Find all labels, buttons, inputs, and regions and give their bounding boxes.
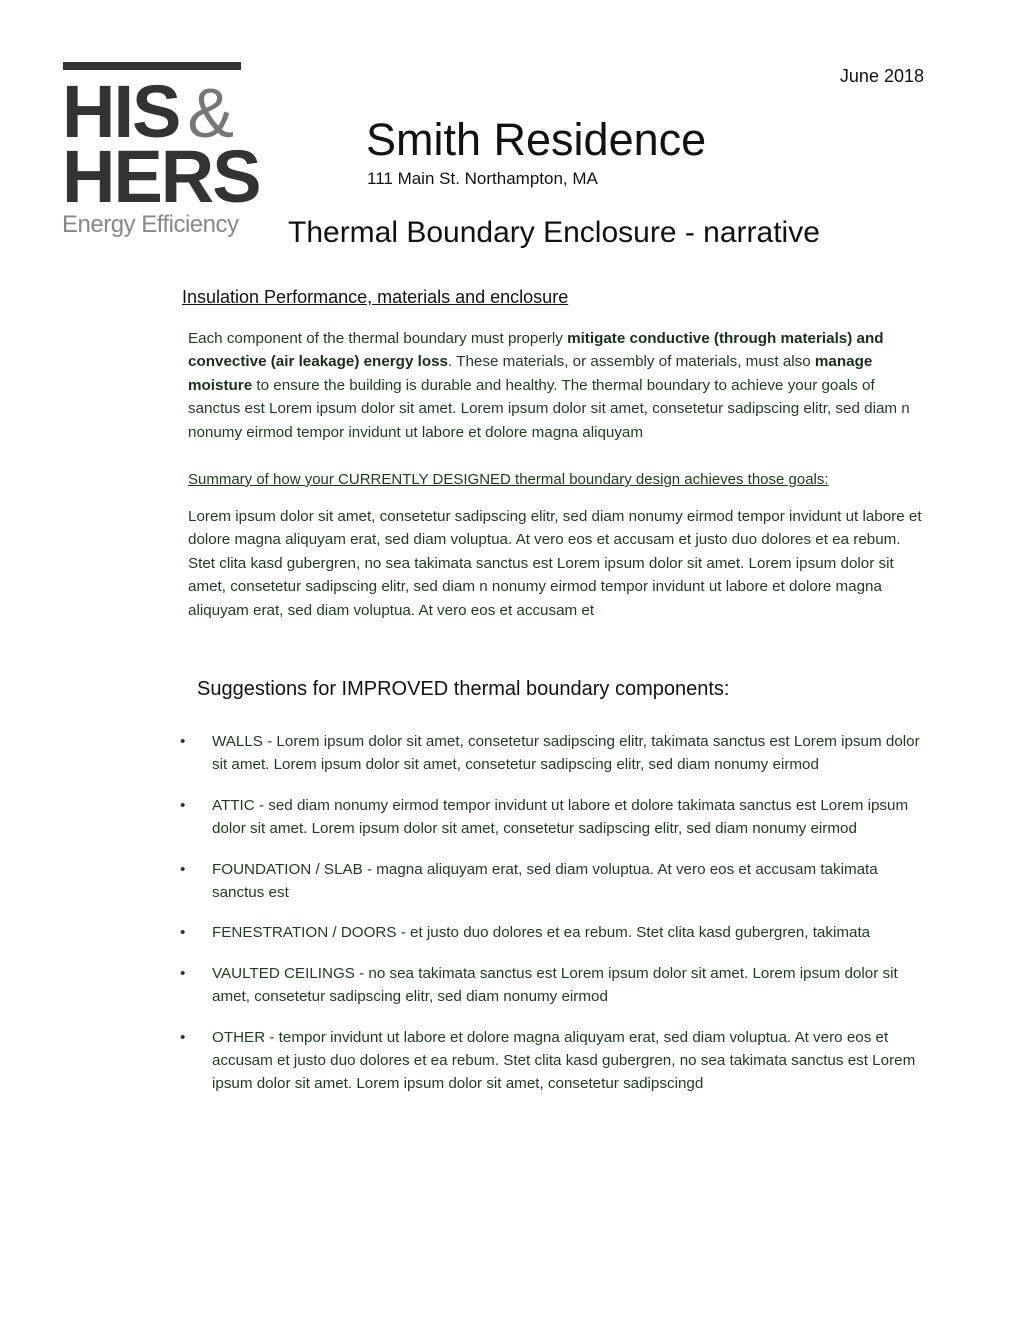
suggestion-text: ATTIC - sed diam nonumy eirmod tempor invidunt ut labore et dolore takimata sanctus est Lorem ipsum dolor sit amet. Lorem ipsum dolor sit amet, consetetur sadipscing elitr, sed diam nonumy eirmod bbox=[212, 796, 909, 838]
company-logo bbox=[62, 62, 260, 239]
suggestion-walls bbox=[180, 730, 920, 777]
suggestion-text: VAULTED CEILINGS - no sea takimata sanctus est Lorem ipsum dolor sit amet. Lorem ipsum dolor sit amet, consetetur sadipscing elitr, sed diam nonumy eirmod bbox=[212, 964, 898, 1006]
logo-ampersand: & bbox=[187, 74, 235, 152]
suggestion-vaulted-ceilings bbox=[180, 962, 920, 1009]
logo-text-his: HIS bbox=[62, 70, 180, 153]
logo-bar bbox=[63, 62, 241, 70]
intro-bold-1: mitigate conductive (through materials) and convective (air leakage) energy loss bbox=[188, 330, 884, 371]
suggestion-fenestration bbox=[180, 921, 920, 944]
bullet-dot-icon: • bbox=[180, 1028, 186, 1046]
suggestion-text: OTHER - tempor invidunt ut labore et dolore magna aliquyam erat, sed diam voluptua. At vero eos et accusam et justo duo dolores et ea rebum. Stet clita kasd gubergren, no sea takimata sanctus est Lorem ipsum dolor sit amet. Lorem ipsum dolor sit amet, consetetur sadipscingd bbox=[212, 1028, 916, 1093]
bullet-dot-icon: • bbox=[180, 796, 186, 814]
suggestion-text: WALLS - Lorem ipsum dolor sit amet, consetetur sadipscing elitr, takimata sanctus est Lorem ipsum dolor sit amet. Lorem ipsum dolor sit amet, consetetur sadipscing elitr, sed diam nonumy eirmod bbox=[212, 733, 920, 774]
bullet-dot-icon: • bbox=[180, 860, 186, 878]
section-heading-insulation: Insulation Performance, materials and enclosure bbox=[182, 287, 569, 307]
suggestions-list bbox=[180, 730, 920, 1096]
property-address: 111 Main St. Northampton, MA bbox=[367, 169, 598, 188]
bullet-dot-icon: • bbox=[180, 924, 186, 942]
page-title: Smith Residence bbox=[366, 114, 707, 165]
suggestion-text: FOUNDATION / SLAB - magna aliquyam erat, sed diam voluptua. At vero eos et accusam takimata sanctus est bbox=[212, 860, 878, 902]
logo-tagline: Energy Efficiency bbox=[62, 211, 239, 238]
suggestion-other bbox=[180, 1026, 920, 1096]
intro-paragraph bbox=[188, 327, 928, 444]
document-subtitle: Thermal Boundary Enclosure - narrative bbox=[288, 216, 820, 249]
intro-text-2: . These materials, or assembly of materials, must also bbox=[448, 353, 815, 371]
summary-paragraph: Lorem ipsum dolor sit amet, consetetur sadipscing elitr, sed diam nonumy eirmod tempor invidunt ut labore et dolore magna aliquyam erat, sed diam voluptua. At vero eos et accusam et justo duo dolores et ea rebum. Stet clita kasd gubergren, no sea takimata sanctus est Lorem ipsum dolor sit amet. Lorem ipsum dolor sit amet, consetetur sadipscing elitr, sed diam n nonumy eirmod tempor invidunt ut labore et dolore magna aliquyam erat, sed diam voluptua. At vero eos et accusam et bbox=[188, 508, 922, 619]
report-date: June 2018 bbox=[839, 66, 924, 86]
suggestion-text: FENESTRATION / DOORS - et justo duo dolores et ea rebum. Stet clita kasd gubergren, takimata bbox=[212, 924, 871, 942]
bullet-dot-icon: • bbox=[180, 964, 186, 982]
summary-heading: Summary of how your CURRENTLY DESIGNED thermal boundary design achieves those goals: bbox=[188, 471, 829, 488]
intro-text-1: Each component of the thermal boundary must properly bbox=[188, 330, 568, 347]
suggestions-heading: Suggestions for IMPROVED thermal boundary components: bbox=[197, 678, 730, 700]
logo-line-hers: HERS bbox=[62, 135, 260, 218]
suggestion-attic bbox=[180, 794, 920, 841]
intro-text-3: to ensure the building is durable and healthy. The thermal boundary to achieve your goals of sanctus est Lorem ipsum dolor sit amet. Lorem ipsum dolor sit amet, consetetur sadipscing elitr, sed diam n nonumy eirmod tempor invidunt ut labore et dolore magna aliquyam bbox=[188, 376, 910, 441]
intro-bold-2: manage moisture bbox=[188, 353, 873, 394]
bullet-dot-icon: • bbox=[180, 733, 186, 750]
suggestion-foundation bbox=[180, 858, 920, 905]
